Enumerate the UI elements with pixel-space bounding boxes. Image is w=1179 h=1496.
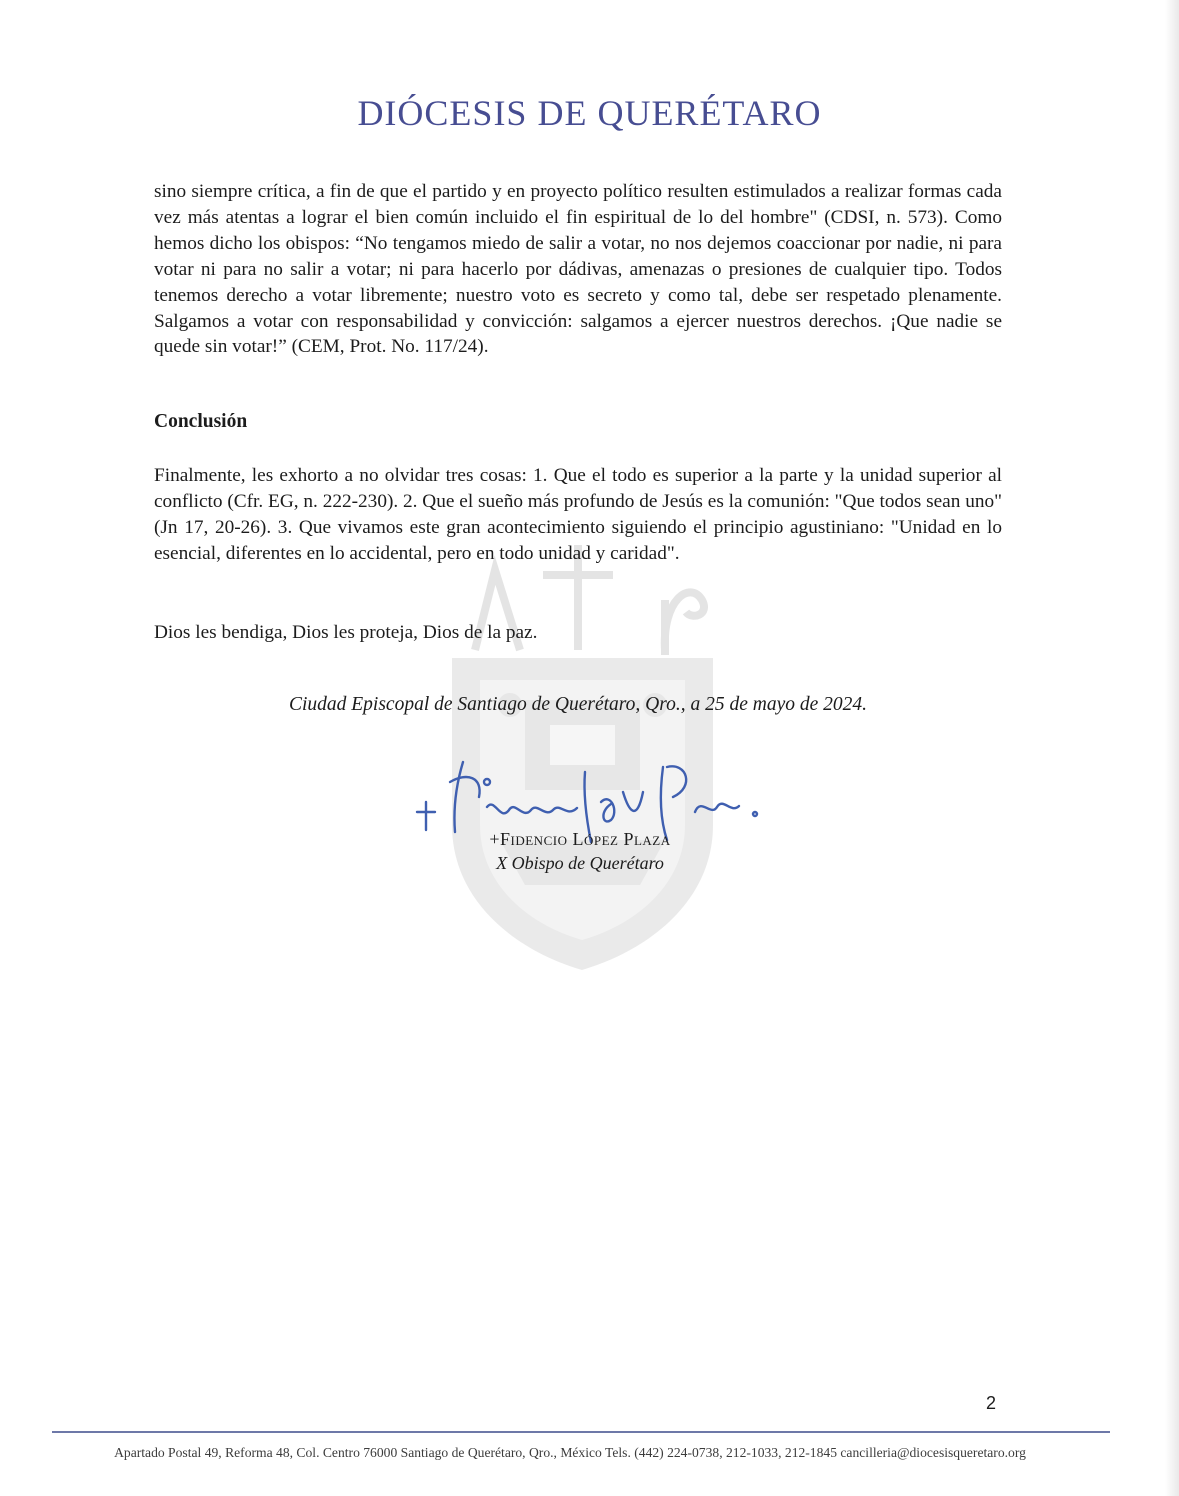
footer-divider (52, 1431, 1110, 1433)
page-edge-shadow (1165, 0, 1179, 1496)
place-and-date: Ciudad Episcopal de Santiago de Querétaro, Qro., a 25 de mayo de 2024. (288, 694, 868, 715)
page-number: 2 (986, 1393, 997, 1413)
body-paragraph-3: Dios les bendiga, Dios les proteja, Dios de la paz. (154, 622, 538, 643)
section-heading-conclusion: Conclusión (154, 411, 248, 432)
signer-title: X Obispo de Querétaro (496, 853, 664, 873)
body-paragraph-2: Finalmente, les exhorto a no olvidar tres cosas: 1. Que el todo es superior a la parte y la unidad superior al conflicto (Cfr. EG, n. 222-230). 2. Que el sueño más profundo de Jesús es la comunión: "Que todos sean uno" (Jn 17, 20-26). 3. Que vivamos este gran acontecimiento siguiendo el principio agustiniano: "Unidad en lo esencial, diferentes en lo accidental, pero en todo unidad y caridad". (154, 465, 1002, 564)
footer-address: Apartado Postal 49, Reforma 48, Col. Centro 76000 Santiago de Querétaro, Qro., México Tels. (442) 224-0738, 212-1033, 212-1845 cancilleria@diocesisqueretaro.org (114, 1445, 1026, 1460)
page-title: DIÓCESIS DE QUERÉTARO (357, 93, 822, 133)
body-paragraph-1: sino siempre crítica, a fin de que el partido y en proyecto político resulten estimulados a realizar formas cada vez más atentas a lograr el bien común incluido el fin espiritual de lo del hombre" (CDSI, n. 573). Como hemos dicho los obispos: “No tengamos miedo de salir a votar, no nos dejemos coaccionar por nadie, ni para votar ni para no salir a votar; ni para hacerlo por dádivas, amenazas o presiones de cualquier tipo. Todos tenemos derecho a votar libremente; nuestro voto es secreto y como tal, debe ser respetado plenamente. Salgamos a votar con responsabilidad y convicción: salgamos a ejercer nuestros derechos. ¡Que nadie se quede sin votar!” (CEM, Prot. No. 117/24). (154, 181, 1002, 358)
signer-name: +Fidencio López Plaza (489, 829, 671, 849)
